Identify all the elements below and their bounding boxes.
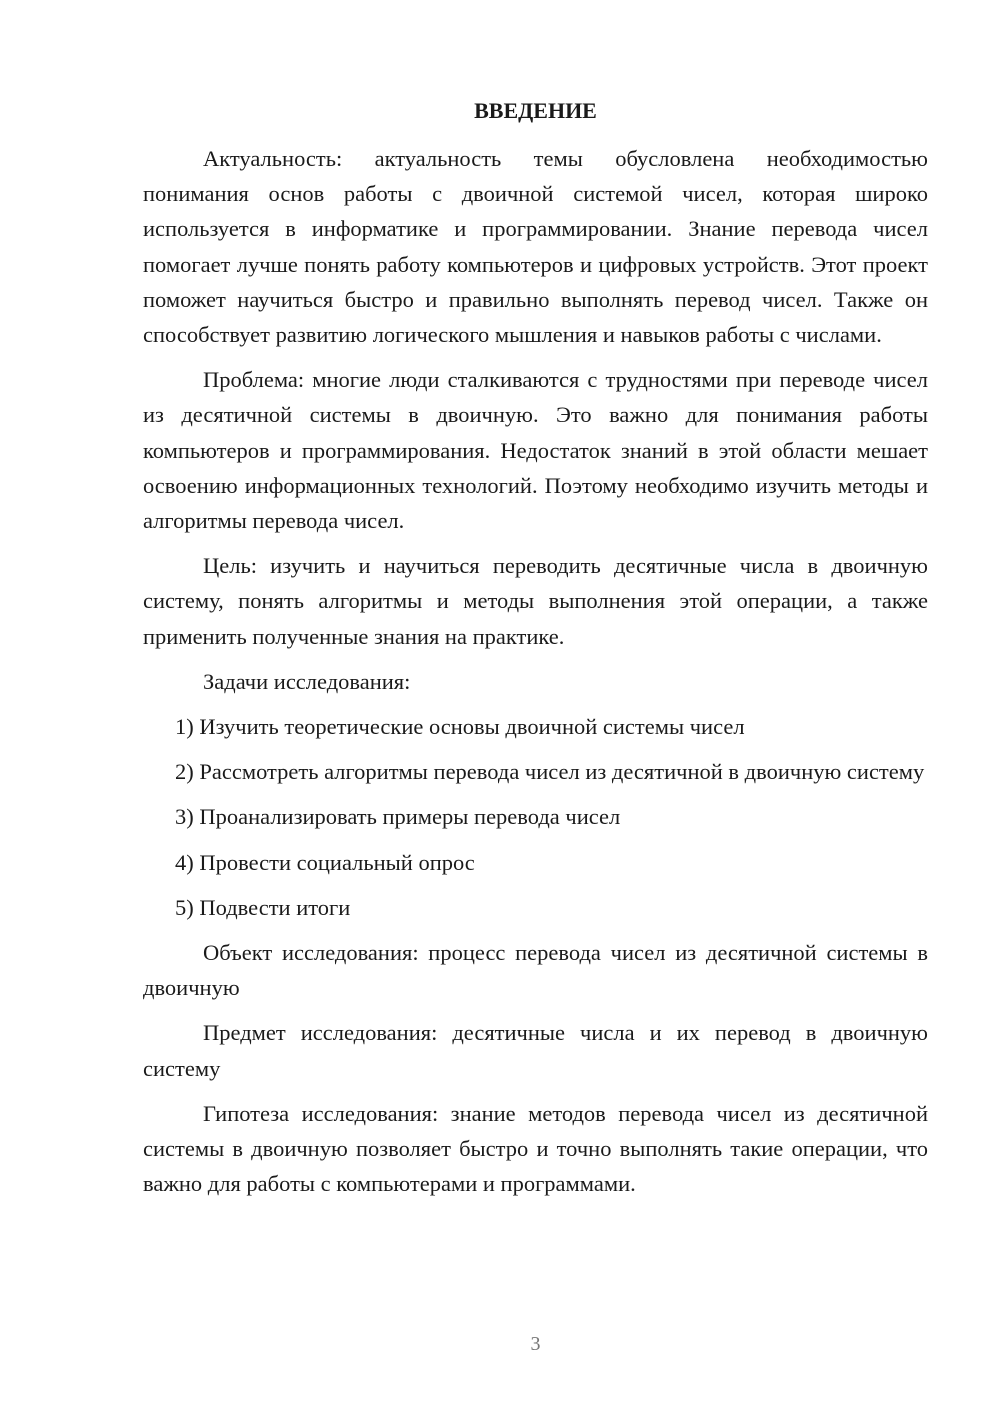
- task-item-1: 1) Изучить теоретические основы двоичной системы чисел: [175, 714, 745, 740]
- task-item-2: 2) Рассмотреть алгоритмы перевода чисел из десятичной в двоичную систему: [175, 759, 925, 785]
- paragraph-relevance: Актуальность: актуальность темы обусловлена необходимостью понимания основ работы с двоичной системой чисел, которая широко используется в информатике и программировании. Знание перевода чисел помогает лучше понять работу компьютеров и цифровых устройств. Этот проект поможет научиться быстро и правильно выполнять перевод чисел. Также он способствует развитию логического мышления и навыков работы с числами.: [143, 146, 928, 348]
- paragraph-object: Объект исследования: процесс перевода чисел из десятичной системы в двоичную: [143, 940, 928, 1001]
- task-item-5: 5) Подвести итоги: [175, 894, 351, 920]
- paragraph-goal: Цель: изучить и научиться переводить десятичные числа в двоичную систему, понять алгоритмы и методы выполнения этой операции, а также применить полученные знания на практике.: [143, 553, 928, 649]
- paragraph-problem: Проблема: многие люди сталкиваются с трудностями при переводе чисел из десятичной системы в двоичную. Это важно для понимания работы компьютеров и программирования. Недостаток знаний в этой области мешает освоению информационных технологий. Поэтому необходимо изучить методы и алгоритмы перевода чисел.: [143, 367, 928, 534]
- paragraph-subject: Предмет исследования: десятичные числа и их перевод в двоичную систему: [143, 1020, 928, 1081]
- task-item-3: 3) Проанализировать примеры перевода чисел: [175, 804, 621, 830]
- body-text: [143, 141, 928, 1201]
- task-item-4: 4) Провести социальный опрос: [175, 849, 475, 875]
- tasks-heading: Задачи исследования:: [203, 668, 411, 694]
- paragraph-hypothesis: Гипотеза исследования: знание методов перевода чисел из десятичной системы в двоичную позволяет быстро и точно выполнять такие операции, что важно для работы с компьютерами и программами.: [143, 1100, 928, 1197]
- page-title: ВВЕДЕНИЕ: [474, 98, 597, 123]
- page-number: 3: [530, 1333, 541, 1355]
- document-page: [143, 0, 928, 1414]
